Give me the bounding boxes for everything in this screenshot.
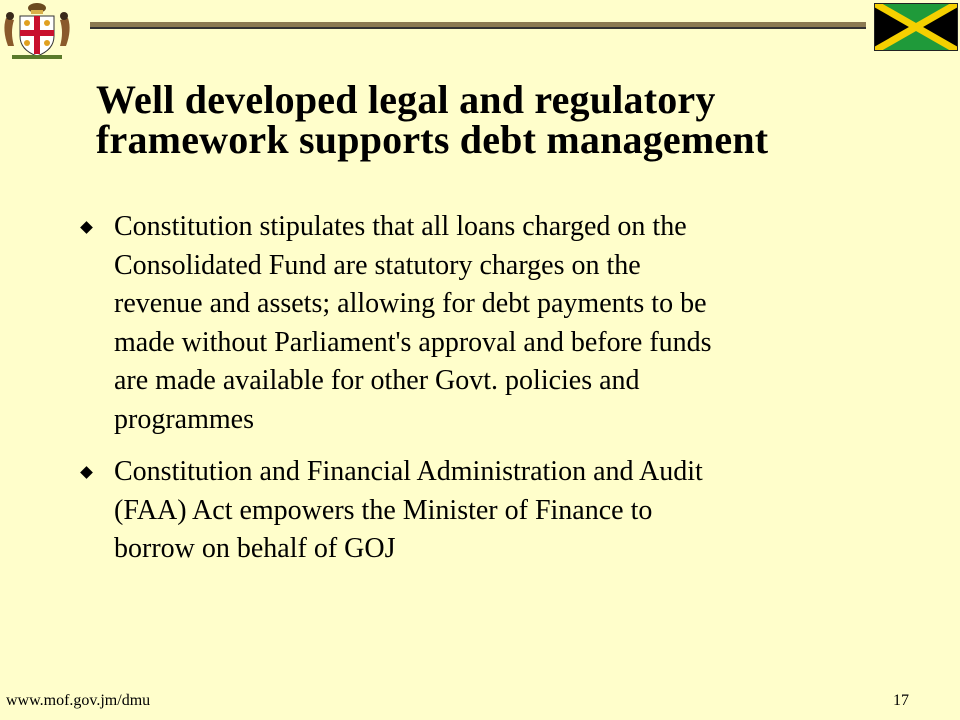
bullet-line: Constitution and Financial Administration and Audit	[114, 456, 703, 487]
bullet-line: borrow on behalf of GOJ	[114, 533, 396, 564]
bullet-line: made without Parliament's approval and before funds	[114, 326, 712, 358]
bullet-line: (FAA) Act empowers the Minister of Finance to	[114, 494, 653, 526]
jamaica-flag-icon	[874, 3, 958, 51]
title-line: Well developed legal and regulatory	[96, 77, 716, 122]
bullet-line: Constitution stipulates that all loans charged on the	[114, 211, 687, 242]
slide-title	[96, 77, 916, 162]
bullet-line: revenue and assets; allowing for debt payments to be	[114, 288, 707, 319]
bullet-list	[78, 208, 918, 569]
diamond-bullet-icon	[80, 221, 93, 234]
diamond-bullet-icon	[80, 466, 93, 479]
page-number: 17	[893, 692, 909, 709]
footer-url: www.mof.gov.jm/dmu	[6, 692, 151, 709]
title-line: framework supports debt management	[96, 117, 769, 162]
header-rule	[90, 22, 866, 30]
bullet-line: Consolidated Fund are statutory charges on the	[114, 249, 641, 281]
coat-of-arms-icon	[0, 0, 74, 62]
bullet-item	[78, 453, 918, 569]
bullet-item	[78, 208, 918, 439]
bullet-line: programmes	[114, 403, 254, 435]
bullet-line: are made available for other Govt. policies and	[114, 365, 640, 396]
